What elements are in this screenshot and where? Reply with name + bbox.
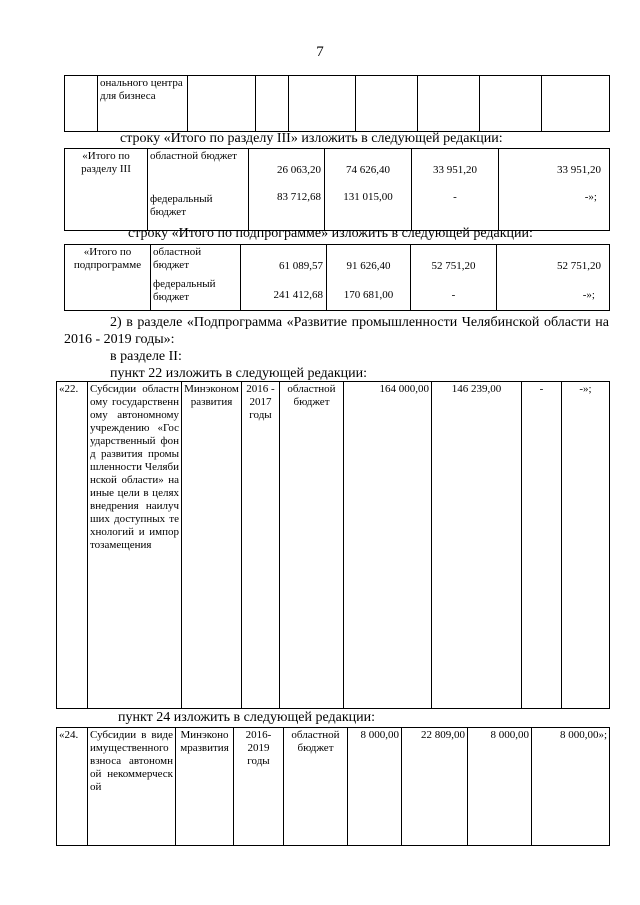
razdel-total-table [64, 148, 610, 231]
table-row-label: «Итого по подпрограмме [65, 245, 151, 311]
item-22-table [56, 381, 610, 709]
item-number: «22. [57, 382, 88, 709]
item-description: Субсидии в виде имущественного взноса автономной некоммерческой [88, 728, 176, 846]
value-cell: 8 000,00»; [532, 728, 610, 846]
item-organization: Минэкономразвития [182, 382, 242, 709]
value-cell: 91 626,40 [346, 260, 391, 272]
item-number: «24. [57, 728, 88, 846]
value-cell: 131 015,00 [343, 191, 393, 203]
instruction-line: строку «Итого по подпрограмме» изложить в следующей редакции: [128, 226, 533, 241]
item-organization: Минэкономразвития [176, 728, 234, 846]
instruction-line: в разделе II: [110, 349, 182, 364]
value-cell: -»; [584, 191, 597, 203]
value-cell: -»; [562, 382, 610, 709]
item-source: областной бюджет [280, 382, 344, 709]
value-cell: 8 000,00 [348, 728, 402, 846]
table-row-label: «Итого по разделу III [65, 149, 148, 231]
item-years: 2016 - 2017 годы [242, 382, 280, 709]
value-cell: 52 751,20 [431, 260, 476, 272]
value-cell: - [453, 191, 457, 203]
value-cell: -»; [582, 289, 595, 301]
value-cell: 52 751,20 [557, 260, 601, 272]
value-cell: 170 681,00 [343, 289, 394, 301]
table-cell [65, 76, 98, 132]
table-cell-text: онального центра для бизнеса [98, 76, 188, 132]
instruction-line: пункт 22 изложить в следующей редакции: [110, 366, 367, 381]
item-24-table [56, 727, 610, 846]
source-regional: областной бюджет [150, 150, 237, 162]
value-cell: 22 809,00 [402, 728, 468, 846]
value-cell: 164 000,00 [344, 382, 432, 709]
source-federal: федеральный бюджет [150, 193, 213, 218]
source-federal: федеральный бюджет [153, 278, 216, 303]
page-number: 7 [316, 44, 324, 60]
instruction-line: пункт 24 изложить в следующей редакции: [118, 710, 375, 725]
paragraph: 2) в разделе «Подпрограмма «Развитие промышленности Челябинской области на 2016 - 2019 годы»: [64, 315, 609, 347]
value-cell: 146 239,00 [432, 382, 522, 709]
value-cell: 33 951,20 [557, 164, 601, 176]
item-years: 2016-2019 годы [234, 728, 284, 846]
item-description: Субсидии областному государственному автономному учреждению «Государственный фонд развития промышленности Челябинской области» на иные цели в целях внедрения наилучших доступных технологий и импортозамещения [88, 382, 182, 709]
podprogramma-total-table [64, 244, 610, 311]
value-cell: 26 063,20 [277, 164, 321, 176]
value-cell: - [522, 382, 562, 709]
value-cell: 33 951,20 [433, 164, 477, 176]
value-cell: 8 000,00 [468, 728, 532, 846]
value-cell: 74 626,40 [346, 164, 390, 176]
continuation-table [64, 75, 610, 132]
item-source: областной бюджет [284, 728, 348, 846]
value-cell: - [451, 289, 456, 301]
value-cell: 83 712,68 [277, 191, 321, 203]
source-regional: областной бюджет [153, 246, 202, 271]
value-cell: 61 089,57 [279, 260, 323, 272]
instruction-line: строку «Итого по разделу III» изложить в следующей редакции: [120, 131, 503, 146]
value-cell: 241 412,68 [273, 289, 323, 301]
